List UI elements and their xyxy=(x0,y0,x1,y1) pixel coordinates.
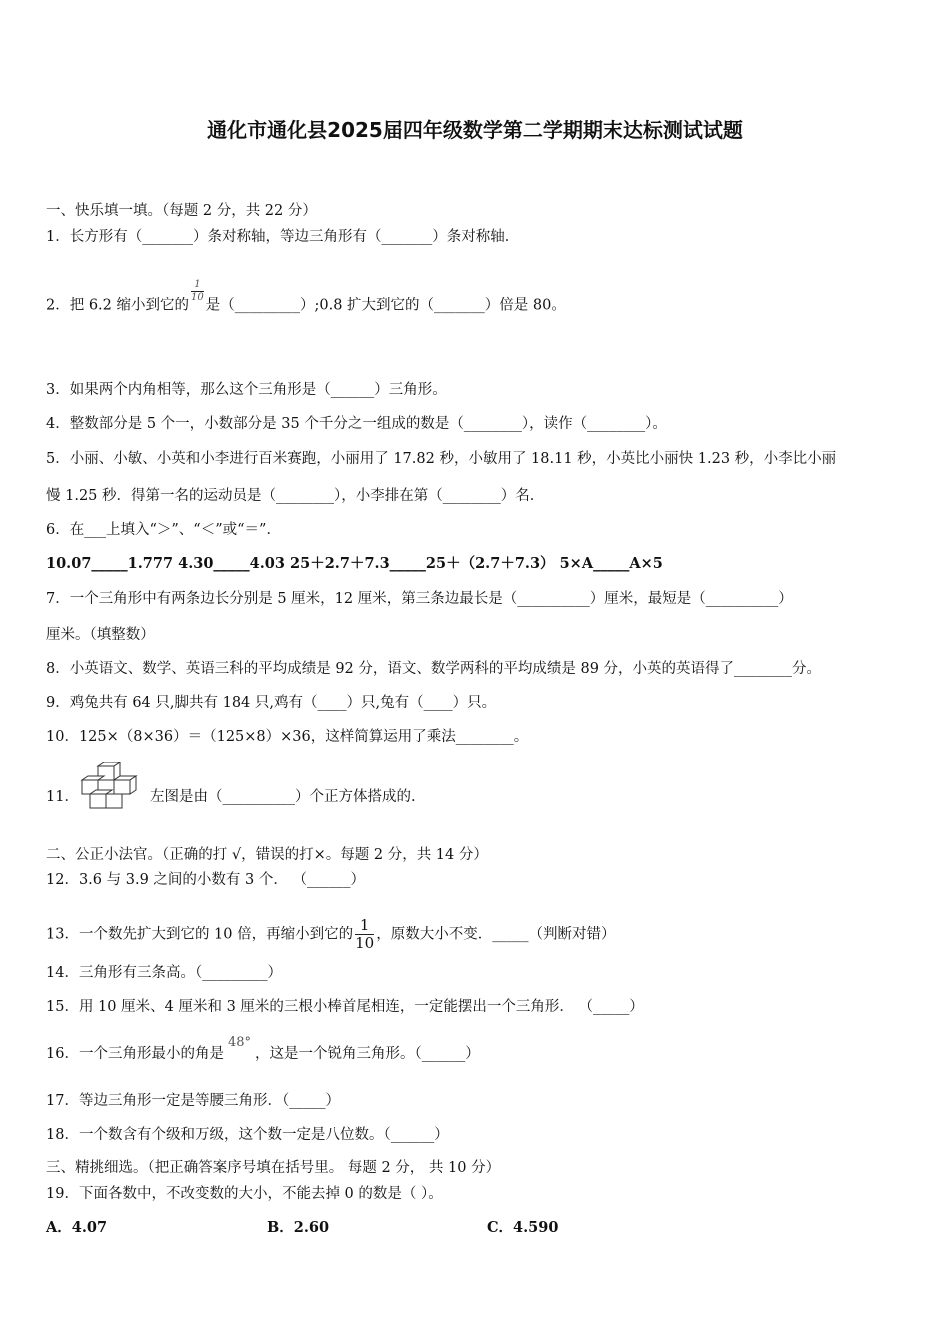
option-a: A．4.07 xyxy=(46,1219,108,1236)
question-6-items: 10.07_____1.777 4.30_____4.03 25＋2.7＋7.3_____25＋（2.7＋7.3） 5×A_____A×5 xyxy=(46,555,663,572)
fraction-numerator: 1 xyxy=(359,916,370,934)
question-11-text: 左图是由（__________）个正方体搭成的. xyxy=(150,789,416,805)
cube-stack-figure xyxy=(76,762,150,810)
question-14: 14．三角形有三条高。（_________） xyxy=(46,965,282,981)
question-18: 18．一个数含有个级和万级，这个数一定是八位数。（______） xyxy=(46,1127,449,1143)
question-8: 8．小英语文、数学、英语三科的平均成绩是 92 分，语文、数学两科的平均成绩是 89 分，小英的英语得了________分。 xyxy=(46,661,822,677)
question-13-text-b: ，原数大小不变．_____（判断对错） xyxy=(376,926,616,943)
question-4: 4．整数部分是 5 个一，小数部分是 35 个千分之一组成的数是（________），读作（________）。 xyxy=(46,416,667,432)
question-1: 1．长方形有（_______）条对称轴，等边三角形有（_______）条对称轴． xyxy=(46,229,520,245)
question-16-text-a: 16．一个三角形最小的角是 xyxy=(46,1046,224,1062)
question-12: 12．3.6 与 3.9 之间的小数有 3 个． （______） xyxy=(46,872,365,888)
question-6: 6．在___上填入“＞”、“＜”或“＝”． xyxy=(46,522,281,538)
question-9: 9．鸡兔共有 64 只,脚共有 184 只,鸡有（____）只,兔有（____）只。 xyxy=(46,695,497,711)
section-2-heading: 二、公正小法官。（正确的打 √，错误的打×。每题 2 分，共 14 分） xyxy=(46,847,488,863)
section-3-heading: 三、精挑细选。（把正确答案序号填在括号里。 每题 2 分， 共 10 分） xyxy=(46,1160,501,1176)
angle-value: 48° xyxy=(227,1035,251,1050)
question-13-text-a: 13．一个数先扩大到它的 10 倍，再缩小到它的 xyxy=(46,926,354,943)
question-15: 15．用 10 厘米、4 厘米和 3 厘米的三根小棒首尾相连，一定能摆出一个三角形． （_____） xyxy=(46,999,644,1015)
question-2-text-a: 2．把 6.2 缩小到它的 xyxy=(46,297,190,314)
question-7-line-1: 7．一个三角形中有两条边长分别是 5 厘米，12 厘米，第三条边最长是（__________）厘米，最短是（__________） xyxy=(46,591,793,607)
option-b: B．2.60 xyxy=(267,1219,330,1236)
question-16 xyxy=(46,1035,480,1064)
question-2 xyxy=(46,279,566,317)
fraction-numerator: 1 xyxy=(194,279,201,290)
fraction-one-tenth-large xyxy=(355,918,374,951)
question-7-line-2: 厘米。（填整数） xyxy=(46,627,155,643)
question-16-text-b: ，这是一个锐角三角形。（______） xyxy=(255,1046,480,1062)
fraction-denominator: 10 xyxy=(355,934,375,952)
question-10: 10．125×（8×36）＝（125×8）×36，这样简算运用了乘法________。 xyxy=(46,729,529,745)
question-5-line-1: 5．小丽、小敏、小英和小李进行百米赛跑，小丽用了 17.82 秒，小敏用了 18.11 秒，小英比小丽快 1.23 秒，小李比小丽 xyxy=(46,451,837,467)
fraction-denominator: 10 xyxy=(191,292,204,303)
question-3: 3．如果两个内角相等，那么这个三角形是（______）三角形。 xyxy=(46,382,447,398)
option-c: C．4.590 xyxy=(487,1219,559,1236)
section-1-heading: 一、快乐填一填。（每题 2 分，共 22 分） xyxy=(46,203,317,219)
question-17: 17．等边三角形一定是等腰三角形．（_____） xyxy=(46,1093,340,1109)
question-13 xyxy=(46,918,615,951)
question-11-number: 11． xyxy=(46,789,79,805)
question-5-line-2: 慢 1.25 秒．得第一名的运动员是（________），小李排在第（________）名． xyxy=(46,488,545,504)
page-title: 通化市通化县2025届四年级数学第二学期期末达标测试试题 xyxy=(207,118,743,142)
question-19: 19．下面各数中，不改变数的大小，不能去掉 0 的数是（ ）。 xyxy=(46,1186,443,1202)
question-2-text-b: 是（_________）;0.8 扩大到它的（_______）倍是 80。 xyxy=(205,297,566,314)
fraction-one-tenth xyxy=(191,280,204,303)
